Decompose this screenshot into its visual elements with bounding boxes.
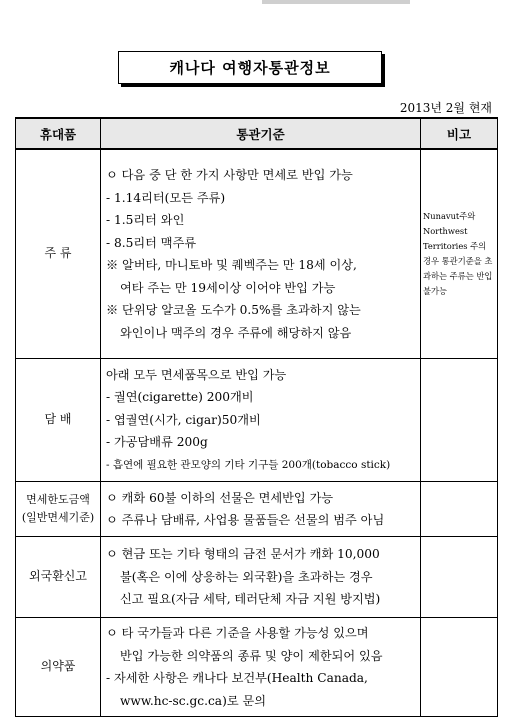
- date-label: 2013년 2월 현재: [399, 101, 492, 115]
- criteria-line: 반입 가능한 의약품의 종류 및 양이 제한되어 있음: [120, 648, 383, 663]
- criteria-line: ㅇ 다음 중 단 한 가지 사항만 면세로 반입 가능: [106, 168, 353, 182]
- criteria-line: ※ 단위당 알코올 도수가 0.5%를 초과하지 않는: [106, 303, 361, 317]
- criteria-line: 와인이나 맥주의 경우 주류에 해당하지 않음: [120, 325, 352, 340]
- row-criteria: [101, 537, 421, 618]
- criteria-line: 여타 주는 만 19세이상 이어야 반입 가능: [120, 280, 336, 295]
- customs-info-table: [15, 117, 498, 717]
- criteria-line: ㅇ 캐화 60불 이하의 선물은 면세반입 가능: [106, 490, 334, 505]
- row-category: 주 류: [16, 149, 101, 359]
- header-item: 휴대품: [16, 118, 101, 149]
- row-category: 외국환신고: [16, 537, 101, 618]
- header-remark: 비고: [421, 118, 498, 149]
- criteria-line: ㅇ 주류나 담배류, 사업용 물품들은 선물의 범주 아님: [106, 513, 385, 527]
- criteria-line: - 1.14리터(모든 주류): [106, 190, 226, 205]
- criteria-line: - 1.5리터 와인: [106, 213, 185, 227]
- row-remark: [421, 537, 498, 618]
- row-criteria: [101, 149, 421, 359]
- criteria-line: 불(혹은 이에 상응하는 외국환)을 초과하는 경우: [120, 569, 373, 584]
- criteria-line: ㅇ 타 국가들과 다른 기준을 사용할 가능성 있으며: [106, 626, 369, 640]
- criteria-line: - 8.5리터 맥주류: [106, 235, 197, 250]
- criteria-line: 신고 필요(자금 세탁, 테러단체 자금 지원 방지법): [120, 592, 381, 607]
- row-criteria: [101, 359, 421, 482]
- row-category: 담 배: [16, 359, 101, 482]
- table-header-row: [16, 118, 498, 149]
- header-criteria: 통관기준: [101, 118, 421, 149]
- criteria-line: - 엽궐연(시가, cigar)50개비: [106, 412, 261, 427]
- row-category: 면세한도금액 (일반면세기준): [16, 482, 101, 537]
- row-remark: [421, 482, 498, 537]
- row-criteria: [101, 618, 421, 717]
- criteria-line: - 가공담배류 200g: [106, 435, 208, 450]
- row-remark: [421, 618, 498, 717]
- row-category: 의약품: [16, 618, 101, 717]
- criteria-line: - 궐연(cigarette) 200개비: [106, 390, 254, 405]
- criteria-line: www.hc-sc.gc.ca)로 문의: [120, 693, 267, 708]
- table-row: [16, 149, 498, 359]
- table-row: [16, 359, 498, 482]
- table-row: [16, 618, 498, 717]
- criteria-line: - 자세한 사항은 캐나다 보건부(Health Canada,: [106, 671, 368, 685]
- row-criteria: [101, 482, 421, 537]
- table-row: [16, 482, 498, 537]
- criteria-line: - 흡연에 필요한 관모양의 기타 기구들 200개(tobacco stick): [106, 458, 391, 471]
- row-remark: Nunavut주와 Northwest Territories 주의 경우 통관기준을 초과하는 주류는 반입 불가능: [421, 149, 498, 359]
- table-row: [16, 537, 498, 618]
- row-remark: [421, 359, 498, 482]
- criteria-line: ※ 알버타, 마니토바 및 퀘벡주는 만 18세 이상,: [106, 258, 357, 272]
- criteria-line: 아래 모두 면세품목으로 반입 가능: [106, 367, 287, 382]
- page-title: 캐나다 여행자통관정보: [118, 51, 382, 84]
- top-decoration-bar: [262, 0, 410, 4]
- criteria-line: ㅇ 현금 또는 기타 형태의 금전 문서가 캐화 10,000: [106, 547, 380, 562]
